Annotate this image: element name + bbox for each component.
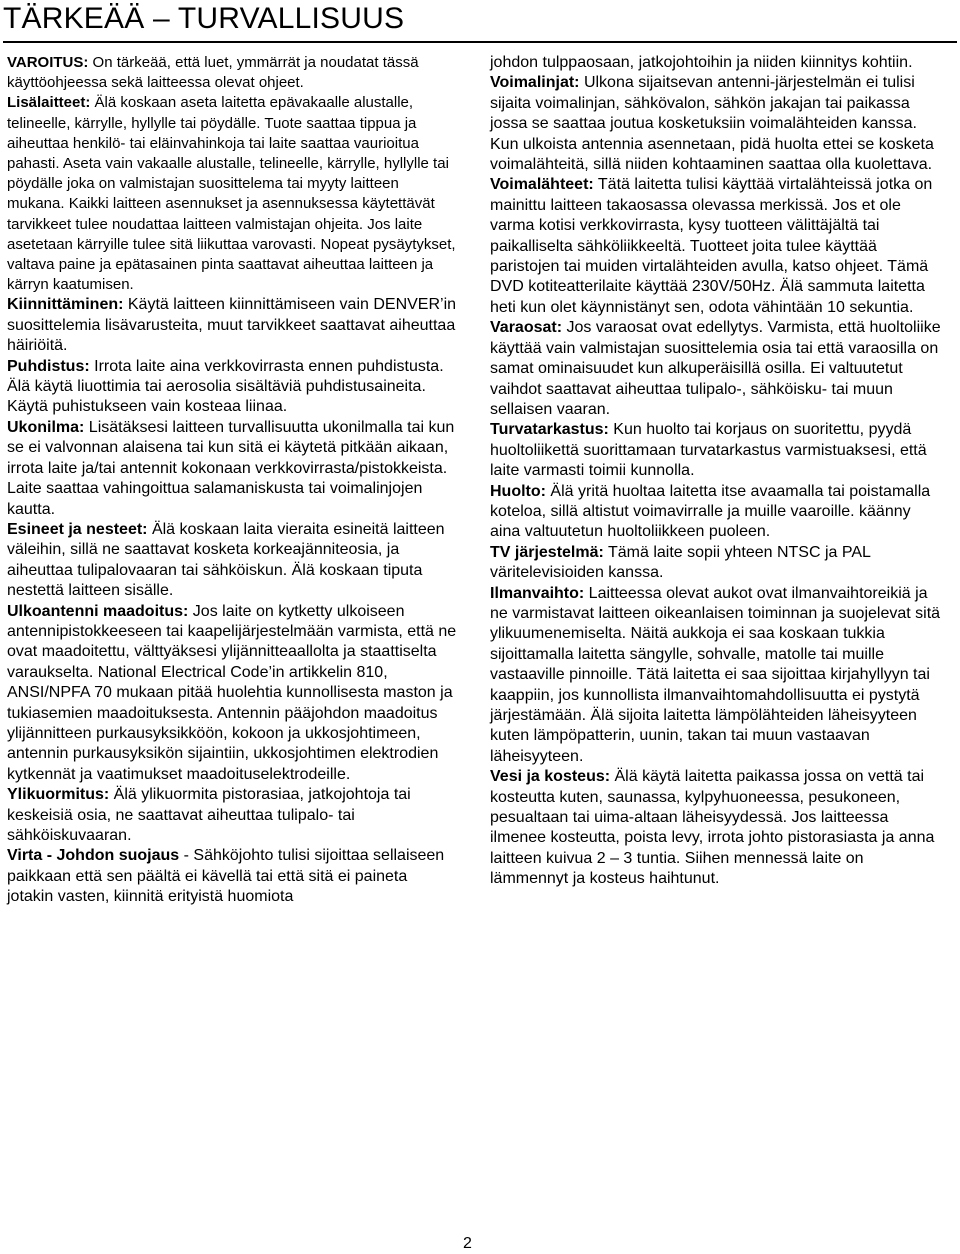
lightning-heading: Ukonilma:	[7, 418, 85, 436]
spare-parts-paragraph	[490, 318, 945, 420]
warning-paragraph	[7, 53, 457, 93]
safety-check-paragraph	[490, 420, 945, 481]
power-sources-paragraph	[490, 175, 945, 318]
objects-liquids-paragraph	[7, 520, 457, 602]
cord-protection-paragraph	[7, 846, 457, 907]
mounting-heading: Kiinnittäminen:	[7, 296, 124, 314]
mounting-paragraph	[7, 295, 457, 356]
power-lines-text: Ulkona sijaitsevan antenni-järjestelmän ei tulisi sijaita voimalinjan, sähkövalon, sähkön jakajan tai paikassa jossa se saattaa joutua kosketuksiin voimalähteiden kanssa. Kun ulkoista antennia asennetaan, pidä huolta ettei se kosketa voimalähteitä, sillä niiden kohtaaminen saattaa olla kuolettava.	[490, 74, 934, 174]
lightning-text: Lisätäksesi laitteen turvallisuutta ukonilmalla tai kun se ei valvonnan alaisena tai kun sitä ei käytetä pitkään aikaan, irrota laite ja/tai antennit kokonaan verkkovirrasta/pistokkeista. Laite saattaa vahingoittua salamaniskusta tai voimalinjojen kautta.	[7, 418, 455, 518]
cord-protection-continued-text: johdon tulppaosaan, jatkojohtoihin ja niiden kiinnitys kohtiin.	[490, 54, 913, 71]
title-rule	[3, 41, 957, 43]
spare-parts-text: Jos varaosat ovat edellytys. Varmista, että huoltoliike käyttää vain valmistajan suosittelemia osia tai että varaosilla on samat ominaisuudet kun alkuperäisillä osilla. Ei valtuutetut vaihdot saattavat aiheuttaa tulipalo-, sähköisku- tai muun sellaisen vaaran.	[490, 319, 941, 418]
objects-liquids-heading: Esineet ja nesteet:	[7, 520, 148, 538]
left-column	[7, 53, 457, 908]
warning-text: On tärkeää, että luet, ymmärrät ja noudatat tässä käyttöohjeessa sekä laitteessa olevat ohjeet.	[7, 54, 419, 92]
antenna-grounding-text: Jos laite on kytketty ulkoiseen antennipistokkeeseen tai kaapelijärjestelmään varmista, että ne ovat maadoitettu, välttyäksesi ylijännitteaallolta ja staattiselta varaukselta. National Electrical Code’in artikkelin 810, ANSI/NPFA 70 mukaan pitää huolehtia kunnollisesta maston ja tukiasemien maadoituksesta. Antennin pääjohdon maadoitus ylijännitteen purkausyksikköön, kokoon ja ukkosjohtimeen, antennin purkausyksikön sijaintiin, ukkosjohtimen elektrodien kytkennät ja vaatimukset maadoituselektrodeille.	[7, 602, 457, 783]
lightning-paragraph	[7, 418, 457, 520]
objects-liquids-text: Älä koskaan laita vieraita esineitä laitteen väleihin, sillä ne saattavat kosketa korkeajänniteosia, ja aiheuttaa tulipalovaaran tai sähköiskun. Älä koskaan tiputa nestettä laitteen sisälle.	[7, 520, 445, 600]
power-lines-heading: Voimalinjat:	[490, 74, 580, 92]
cord-protection-text: - Sähköjohto tulisi sijoittaa sellaiseen paikkaan että sen päältä ei kävellä tai että sitä ei paineta jotakin vasten, kiinnitä erityistä huomiota	[7, 847, 445, 906]
water-moisture-heading: Vesi ja kosteus:	[490, 768, 611, 786]
service-heading: Huolto:	[490, 482, 546, 500]
service-text: Älä yritä huoltaa laitetta itse avaamalla tai poistamalla koteloa, sillä altistut voimavirralle ja muille vaaroille. käänny aina valtuutetun huoltoliikkeen puoleen.	[490, 482, 931, 541]
warning-heading: VAROITUS:	[7, 54, 89, 71]
service-paragraph	[490, 482, 945, 543]
overload-text: Älä ylikuormita pistorasiaa, jatkojohtoja tai keskeisiä osia, ne saattavat aiheuttaa tulipalo- tai sähköiskuvaaran.	[7, 786, 411, 844]
cord-protection-continued	[490, 53, 945, 73]
cleaning-paragraph	[7, 357, 457, 418]
tv-system-heading: TV järjestelmä:	[490, 543, 604, 561]
right-column	[490, 53, 945, 890]
accessories-heading: Lisälaitteet:	[7, 94, 91, 112]
power-sources-text: Tätä laitetta tulisi käyttää virtalähteissä jotka on mainittu laitteen takaosassa olevassa merkissä. Jos et ole varma kotisi verkkovirrasta, kysy tuotteen välittäjältä tai paikalliselta sähköliikkeeltä. Tuotteet joita tulee käyttää paristojen tai muiden virtalähteiden avulla, katso ohjeet. Tämä DVD kotiteatterilaite käyttää 230V/50Hz. Älä sammuta laitetta heti kun olet käynnistänyt sen, odota vähintään 10 sekuntia.	[490, 176, 933, 316]
mounting-text: Käytä laitteen kiinnittämiseen vain DENVER’in suosittelemia lisävarusteita, muut tarvikkeet saattavat aiheuttaa häiriöitä.	[7, 296, 457, 355]
safety-check-heading: Turvatarkastus:	[490, 421, 609, 439]
page-number: 2	[463, 1235, 472, 1252]
cord-protection-heading: Virta - Johdon suojaus	[7, 847, 180, 865]
cleaning-heading: Puhdistus:	[7, 357, 90, 375]
tv-system-paragraph	[490, 543, 945, 584]
cleaning-text: Irrota laite aina verkkovirrasta ennen puhdistusta. Älä käytä liuottimia tai aerosolia sisältäviä puhdistusaineita. Käytä puhistukseen vain kosteaa liinaa.	[7, 357, 444, 416]
tv-system-text: Tämä laite sopii yhteen NTSC ja PAL väritelevisioiden kanssa.	[490, 543, 871, 582]
power-lines-paragraph	[490, 73, 945, 175]
safety-check-text: Kun huolto tai korjaus on suoritettu, pyydä huoltoliikettä suorittamaan turvatarkastus varmistuaksesi, että laite varmasti toimii kunnolla.	[490, 421, 927, 480]
spare-parts-heading: Varaosat:	[490, 319, 563, 337]
antenna-grounding-heading: Ulkoantenni maadoitus:	[7, 602, 189, 620]
power-sources-heading: Voimalähteet:	[490, 176, 594, 194]
antenna-grounding-paragraph	[7, 602, 457, 786]
overload-paragraph	[7, 785, 457, 846]
water-moisture-paragraph	[490, 767, 945, 889]
ventilation-heading: Ilmanvaihto:	[490, 584, 585, 602]
overload-heading: Ylikuormitus:	[7, 786, 110, 804]
accessories-paragraph	[7, 93, 457, 295]
ventilation-text: Laitteessa olevat aukot ovat ilmanvaihtoreikiä ja ne varmistavat laitteen oikeanlaisen toiminnan ja suojelevat sitä ylikuumenemiselta. Näitä aukkoja ei saa koskaan tukkia sijoittamalla laitetta sängylle, sohvalle, matolle tai muille vastaaville pinnoille. Tätä laitetta ei saa sijoittaa kirjahyllyyn tai kaappiin, jos kunnollista ilmanvaihtomahdollisuutta ei pystytä järjestämään. Älä sijoita laitetta lämpölähteiden läheisyyteen kuten lämpöpatterin, uunin, takan tai muun vastaavan läheisyyteen.	[490, 584, 941, 765]
accessories-text: Älä koskaan aseta laitetta epävakaalle alustalle, telineelle, kärrylle, hyllylle tai pöydälle. Tuote saattaa tippua ja aiheuttaa henkilö- tai eläinvahinkoja tai laite saattaa vaurioitua pahasti. Aseta vain vakaalle alustalle, telineelle, kärrylle, hyllylle tai pöydälle joka on valmistajan suosittelema tai myyty laitteen mukana. Kaikki laitteen asennukset ja asennuksessa käytettävät tarvikkeet tulee noudattaa laitteen valmistajan ohjeita. Jos laite asetetaan kärryille tulee sitä liikuttaa varovasti. Nopeat pysäytykset, valtava paine ja epätasainen pinta saattavat aiheuttaa laitteen ja kärryn kaatumisen.	[7, 94, 456, 294]
page-title: TÄRKEÄÄ – TURVALLISUUS	[3, 2, 405, 35]
ventilation-paragraph	[490, 584, 945, 768]
water-moisture-text: Älä käytä laitetta paikassa jossa on vettä tai kosteutta kuten, saunassa, kylpyhuoneessa, pesukoneen, pesualtaan tai uima-altaan läheisyydessä. Jos laitteessa ilmenee kosteutta, poista levy, irrota johto pistorasiasta ja anna laitteen kuivua 2 – 3 tuntia. Siihen mennessä laite on lämmennyt ja kosteus haihtunut.	[490, 768, 935, 888]
